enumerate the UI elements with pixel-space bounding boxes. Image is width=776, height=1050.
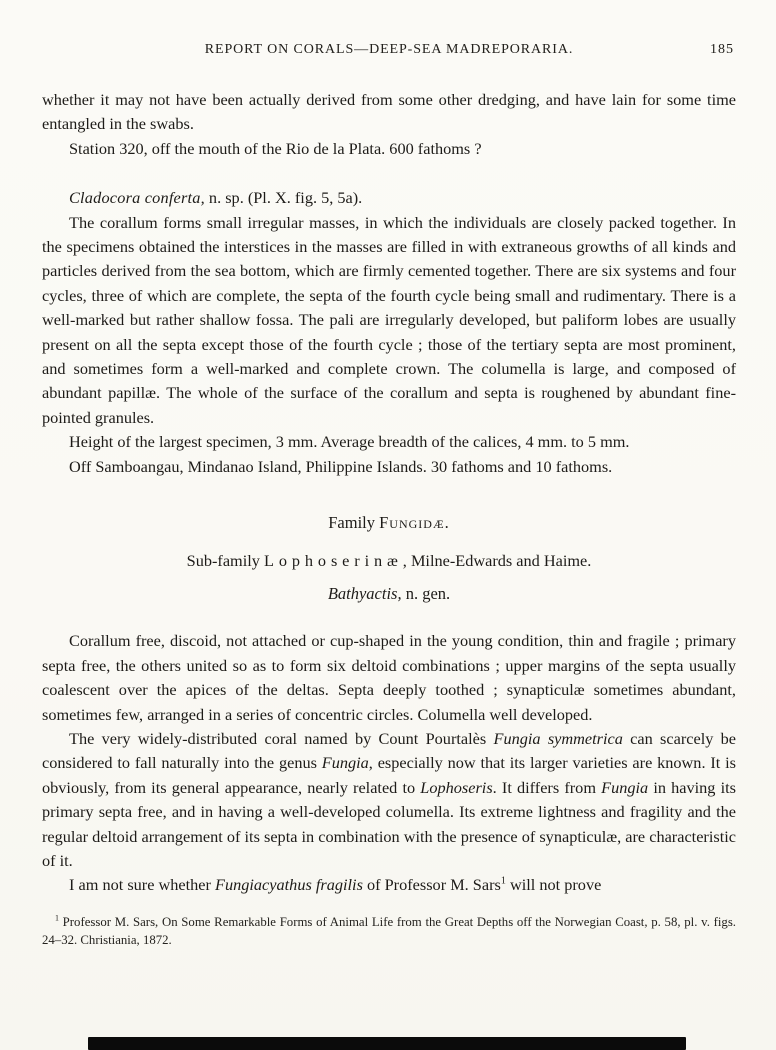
subfamily-heading <box>42 549 736 573</box>
species-heading-rest: n. sp. (Pl. X. fig. 5, 5a). <box>204 188 363 208</box>
page-number: 185 <box>710 42 734 57</box>
genus-name-italic: Bathyactis, <box>327 583 402 603</box>
genus-italic-fungia: Fungia <box>321 753 369 773</box>
fungia-discussion-text: . It differs from <box>492 777 602 797</box>
fungia-discussion-text: , especially now that its larger varieties are known. It is obviously, from its general appearance, nearly related to <box>42 753 736 797</box>
footnote <box>42 913 736 950</box>
paragraph-genus-description: Corallum free, discoid, not attached or cup-shaped in the young condition, thin and fragile ; primary septa free, the others united so as to form six deltoid combinations ; upper margins of the septa usually coalescent over the apices of the deltas. Septa deeply toothed ; synapticulæ sometimes abundant, sometimes few, arranged in a series of concentric circles. Columella well developed. <box>42 631 736 724</box>
genus-italic-lophoseris: Lophoseris <box>420 777 493 797</box>
fungia-discussion-text: can scarcely be considered to fall naturally into the genus <box>42 728 737 773</box>
sars-text: I am not sure whether <box>69 875 216 895</box>
paragraph-locality: Off Samboangau, Mindanao Island, Philippine Islands. 30 fathoms and 10 fathoms. <box>69 456 613 476</box>
text-block <box>42 88 736 950</box>
sars-text: will not prove <box>505 875 602 895</box>
paragraph-station-320: Station 320, off the mouth of the Rio de la Plata. 600 fathoms ? <box>69 138 482 158</box>
footnote-reference-mark: 1 <box>500 875 506 887</box>
footnote-marker: 1 <box>55 913 59 923</box>
fungia-discussion-text: The very widely-distributed coral named by Count Pourtalès <box>69 728 494 748</box>
species-name-italic: Cladocora conferta, <box>69 188 205 208</box>
genus-heading-rest: n. gen. <box>401 583 451 603</box>
species-italic-fungia-symmetrica: Fungia symmetrica <box>493 728 623 748</box>
paragraph-sars-reference <box>42 873 736 897</box>
sars-text: of Professor M. Sars <box>362 875 501 895</box>
genus-italic-fungia: Fungia <box>601 777 649 797</box>
running-title: REPORT ON CORALS—DEEP-SEA MADREPORARIA. <box>204 42 574 57</box>
subfamily-authors: , Milne-Edwards and Haime. <box>402 550 592 570</box>
paragraph-swabs-continuation: whether it may not have been actually derived from some other dredging, and have lain for some time entangled in the swabs. <box>42 90 736 134</box>
family-heading <box>42 511 736 535</box>
genus-heading <box>42 582 736 606</box>
paragraph-measurements: Height of the largest specimen, 3 mm. Average breadth of the calices, 4 mm. to 5 mm. <box>69 432 630 452</box>
scan-artifact-bar <box>88 1037 686 1050</box>
species-heading <box>42 186 736 210</box>
footnote-text: Professor M. Sars, On Some Remarkable Forms of Animal Life from the Great Depths off the Norwegian Coast, p. 58, pl. v. figs. 24–32. Christiania, 1872. <box>42 914 736 948</box>
subfamily-prefix: Sub-family <box>186 550 264 570</box>
running-head <box>42 42 736 58</box>
family-prefix: Family <box>328 513 380 533</box>
subfamily-name: Lophoserinæ <box>263 550 403 570</box>
paragraph-corallum-description: The corallum forms small irregular masses, in which the individuals are closely packed together. In the specimens obtained the interstices in the masses are filled in with extraneous growths of all kinds and particles derived from the sea bottom, which are firmly cemented together. There are six systems and four cycles, three of which are complete, the septa of the fourth cycle being small and rudimentary. There is a well-marked but rather shallow fossa. The pali are irregularly developed, but paliform lobes are usually present on all the septa except those of the fourth cycle ; those of the tertiary septa are most prominent, and sometimes form a well-marked and complete crown. The columella is large, and composed of abundant papillæ. The whole of the surface of the corallum and septa is roughened by abundant fine-pointed granules. <box>42 212 736 427</box>
fungia-discussion-text: in having its primary septa free, and in having a well-developed columella. Its extreme lightness and fragility and the regular deltoid arrangement of its septa in combination with the presence of synapticulæ, are characteristic of it. <box>42 777 736 870</box>
species-italic-fungiacyathus-fragilis: Fungiacyathus fragilis <box>215 875 363 895</box>
paragraph-fungia-discussion <box>42 727 736 873</box>
family-name: Fungidæ. <box>379 513 450 533</box>
